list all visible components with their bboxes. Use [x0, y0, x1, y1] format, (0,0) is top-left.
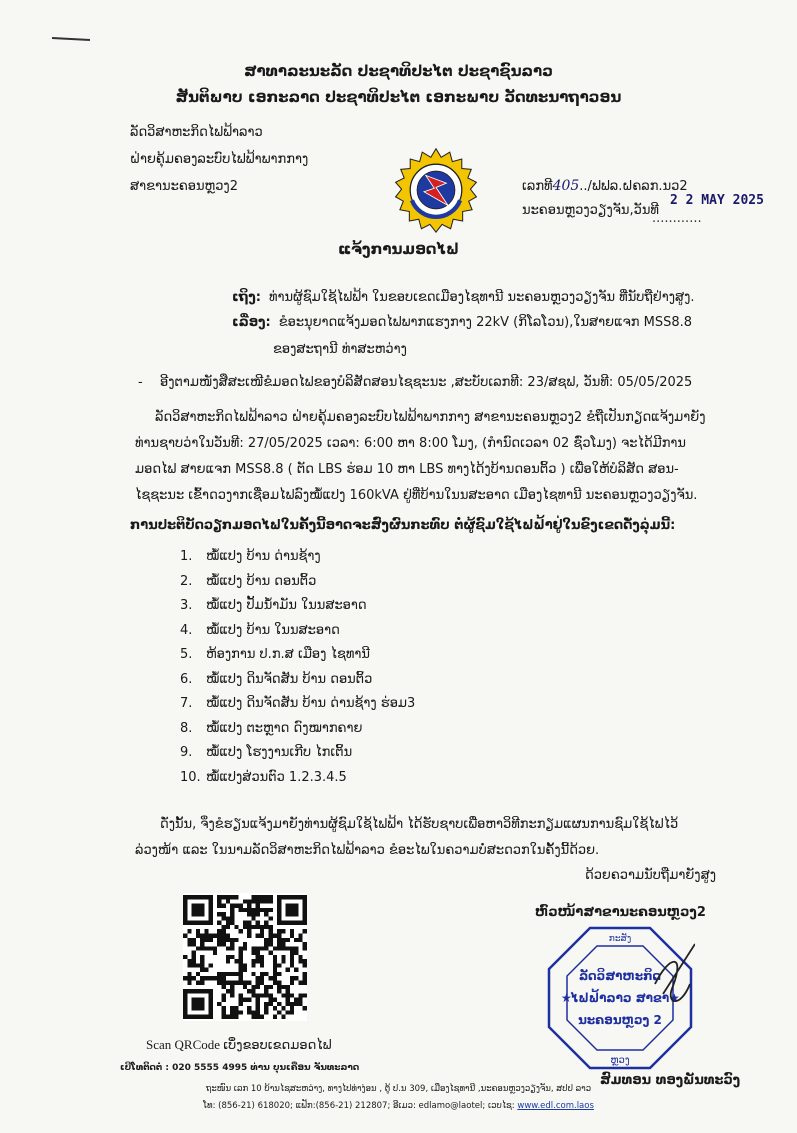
body-line1: ລັດວິສາຫະກິດໄຟຟ້າລາວ ຝ່າຍຄຸ້ມຄອງລະບົບໄຟຟ້າພາກກາງ ສາຂານະຄອນຫຼວງ2 ຂໍຖືເປັນກຽດແຈ້ງມາຍັງ [155, 410, 706, 425]
stamp-line3: ນະຄອນຫຼວງ 2 [578, 1013, 662, 1027]
stamp-top-text: ກະສັງ [608, 934, 632, 944]
recipient-label: ເຖິງ: [232, 290, 262, 305]
place-date [522, 193, 764, 226]
body-paragraph [135, 405, 747, 509]
national-header-line1: ສາທາລະນະລັດ ປະຊາທິປະໄຕ ປະຊາຊົນລາວ [244, 62, 553, 80]
footer-contact [0, 1101, 797, 1111]
official-stamp-icon [545, 924, 695, 1072]
list-item: 2. ໝໍ້ແປງ ບ້ານ ດອນຕິ້ວ [180, 573, 317, 589]
list-item: 5. ຫ້ອງການ ປ.ກ.ສ ເມືອງ ໄຊທານີ [180, 647, 370, 662]
stamp-bottom-text: ຫຼວງ [610, 1055, 630, 1066]
reference-dash: - [138, 375, 143, 390]
impact-heading: ການປະຕິບັດວຽກມອດໄຟໃນຄັ້ງນີ້ອາດຈະສົ່ງຜົນກະທົບ ຕໍ່ຜູ້ຊົມໃຊ້ໄຟຟ້າຢູ່ໃນຂົງເຂດດັ່ງລຸ່ມນີ້: [130, 518, 676, 533]
stamp-line1: ລັດວິສາຫະກິດ [578, 969, 662, 983]
reference-text: ອີງຕາມໜັງສືສະເໜີຂໍມອດໄຟຂອງບໍລິສັດສອນໄຊຊະນະ ,ສະບັບເລກທີ: 23/ສຊຟ, ວັນທີ: 05/05/2025 [160, 375, 693, 390]
website-link[interactable]: www.edl.com.laos [517, 1101, 594, 1111]
national-header-line2: ສັນຕິພາບ ເອກະລາດ ປະຊາທິປະໄຕ ເອກະພາບ ວັດທະນາຖາວອນ [175, 88, 622, 106]
document-number-label: ເລກທີ [522, 179, 553, 194]
date-dots: ............ [652, 211, 702, 226]
document-number-value: 405 [552, 178, 580, 194]
list-item: 9. ໝໍ້ແປງ ໂຮງງານເກີບ ໄກເຕິ້ນ [180, 745, 353, 760]
subject-label: ເລື່ອງ: [232, 315, 271, 330]
org-name-line3: ສາຂານະຄອນຫຼວງ2 [130, 179, 238, 194]
body-line4: ໄຊຊະນະ ເຂົ້າດວງາກເຊື່ອມໄຟລົງໝໍ້ແປງ 160kVA ຢູ່ທີ່ບ້ານໃນນສະອາດ ເມືອງໄຊທານີ ນະຄອນຫຼວງວຽງຈັນ. [135, 488, 698, 503]
list-item: 10. ໝໍ້ແປງສ່ວນຕົວ 1.2.3.4.5 [180, 769, 347, 785]
edl-logo-icon [393, 147, 479, 233]
org-name-line2: ຝ່າຍຄຸ້ມຄອງລະບົບໄຟຟ້າພາກກາງ [130, 152, 309, 167]
document-number [522, 178, 688, 194]
svg-text:★: ★ [561, 991, 572, 1005]
pen-mark [52, 37, 90, 41]
footer-contact-text: ໂທ: (856-21) 618020; ແຟັກ:(856-21) 212807; ອີເມວ: edlamo@laotel; ເວບໄຊ: [203, 1101, 515, 1111]
subject-line1: ຂໍອະນຸຍາດແຈ້ງມອດໄຟພາກແຮງກາງ 22kV (ກິໂລໂວນ),ໃນສາຍແຈກ MSS8.8 [278, 315, 693, 330]
recipient-text: ທ່ານຜູ້ຊົມໃຊ້ໄຟຟ້າ ໃນຂອບເຂດເມືອງໄຊທານີ ນະຄອນຫຼວງວຽງຈັນ ທີ່ນັບຖືຢ່າງສູງ. [269, 290, 695, 305]
qr-caption: Scan QRCode ເບິ່ງຂອບເຂດມອດໄຟ [146, 1037, 332, 1052]
subject-line2: ຂອງສະຖານີ ທ່າສະຫວ່າງ [273, 342, 407, 357]
regards-text: ດ້ວຍຄວາມນັບຖືມາຍັງສູງ [585, 868, 716, 883]
list-item: 6. ໝໍ້ແປງ ດິນຈັດສັນ ບ້ານ ດອນຕິ້ວ [180, 671, 373, 687]
list-item: 1. ໝໍ້ແປງ ບ້ານ ດ່ານຊ້າງ [180, 549, 321, 564]
recipient-row [232, 290, 695, 305]
stamp-line2: ໄຟຟ້າລາວ ສາຂາ [570, 991, 670, 1005]
subject-row [232, 315, 692, 330]
list-item: 8. ໝໍ້ແປງ ຕະຫຼາດ ດົງໝາກຄາຍ [180, 720, 363, 736]
date-value: 2 2 MAY 2025 [670, 193, 764, 208]
body-line2: ທ່ານຊາບວ່າໃນວັນທີ: 27/05/2025 ເວລາ: 6:00 ຫາ 8:00 ໂມງ, (ກຳນົດເວລາ 02 ຊົ່ວໂມງ) ຈະໄດ້ມີການ [135, 436, 686, 451]
svg-text:★: ★ [669, 991, 680, 1005]
list-item: 4. ໝໍ້ແປງ ບ້ານ ໃນນສະອາດ [180, 622, 340, 638]
affected-areas-list [180, 545, 415, 790]
reference-row [138, 375, 692, 390]
closing-line2: ລ່ວງໜ້າ ແລະ ໃນນາມລັດວິສາຫະກິດໄຟຟ້າລາວ ຂໍອະໄພໃນຄວາມບໍ່ສະດວກໃນຄັ້ງນີ້ດ້ວຍ. [135, 843, 600, 858]
org-name-line1: ລັດວິສາຫະກິດໄຟຟ້າລາວ [130, 125, 263, 140]
qr-code-icon[interactable] [183, 893, 307, 1021]
body-line3: ມອດໄຟ ສາຍແຈກ MSS8.8 ( ຕັດ LBS ຮ່ອມ 10 ຫາ LBS ທາງໄດ້ງບ້ານດອນຕິ້ວ ) ເພື່ອໃຫ້ບໍລິສັດ ສອນ- [135, 462, 679, 477]
footer-address: ຖະໜົນ ເລກ 10 ບ້ານໄຊສະຫວ່າງ, ທາງໄປທ່າງ່ອນ , ຕູ້ ປ.ນ 309, ເມືອງໄຊທານີ ,ນະຄອນຫຼວງວຽງຈັນ, ສປປ ລາວ [205, 1084, 592, 1094]
notice-title: ແຈ້ງການມອດໄຟ [338, 240, 459, 258]
hotline-text: ເບີໂທຕິດຕໍ່ : 020 5555 4995 ທ່ານ ບຸນເຄືອນ ຈັນທະລາດ [120, 1063, 360, 1073]
signatory-name: ສົມທອນ ທອງພັນທະວົງ [600, 1073, 741, 1088]
list-item: 3. ໝໍ້ແປງ ປັ້ມນ້ຳມັນ ໃນນສະອາດ [180, 598, 367, 613]
place-label: ນະຄອນຫຼວງວຽງຈັນ,ວັນທີ [522, 203, 659, 218]
signatory-title: ຫົວໜ້າສາຂານະຄອນຫຼວງ2 [535, 905, 706, 920]
closing-line1: ດັ່ງນັ້ນ, ຈິ່ງຂໍຮຽນແຈ້ງມາຍັງທ່ານຜູ້ຊົມໃຊ້ໄຟຟ້າ ໄດ້ຮັບຊາບເພື່ອຫາວິທີກະກຽມແຜນການຊົມໃຊ້ໄຟໄວ້ [160, 817, 679, 832]
list-item: 7. ໝໍ້ແປງ ດິນຈັດສັນ ບ້ານ ດ່ານຊ້າງ ຮ່ອມ3 [180, 696, 416, 711]
closing-paragraph [135, 812, 747, 864]
document-number-suffix: ../ຟຟລ.ຝຄລກ.ນວ2 [579, 179, 688, 194]
